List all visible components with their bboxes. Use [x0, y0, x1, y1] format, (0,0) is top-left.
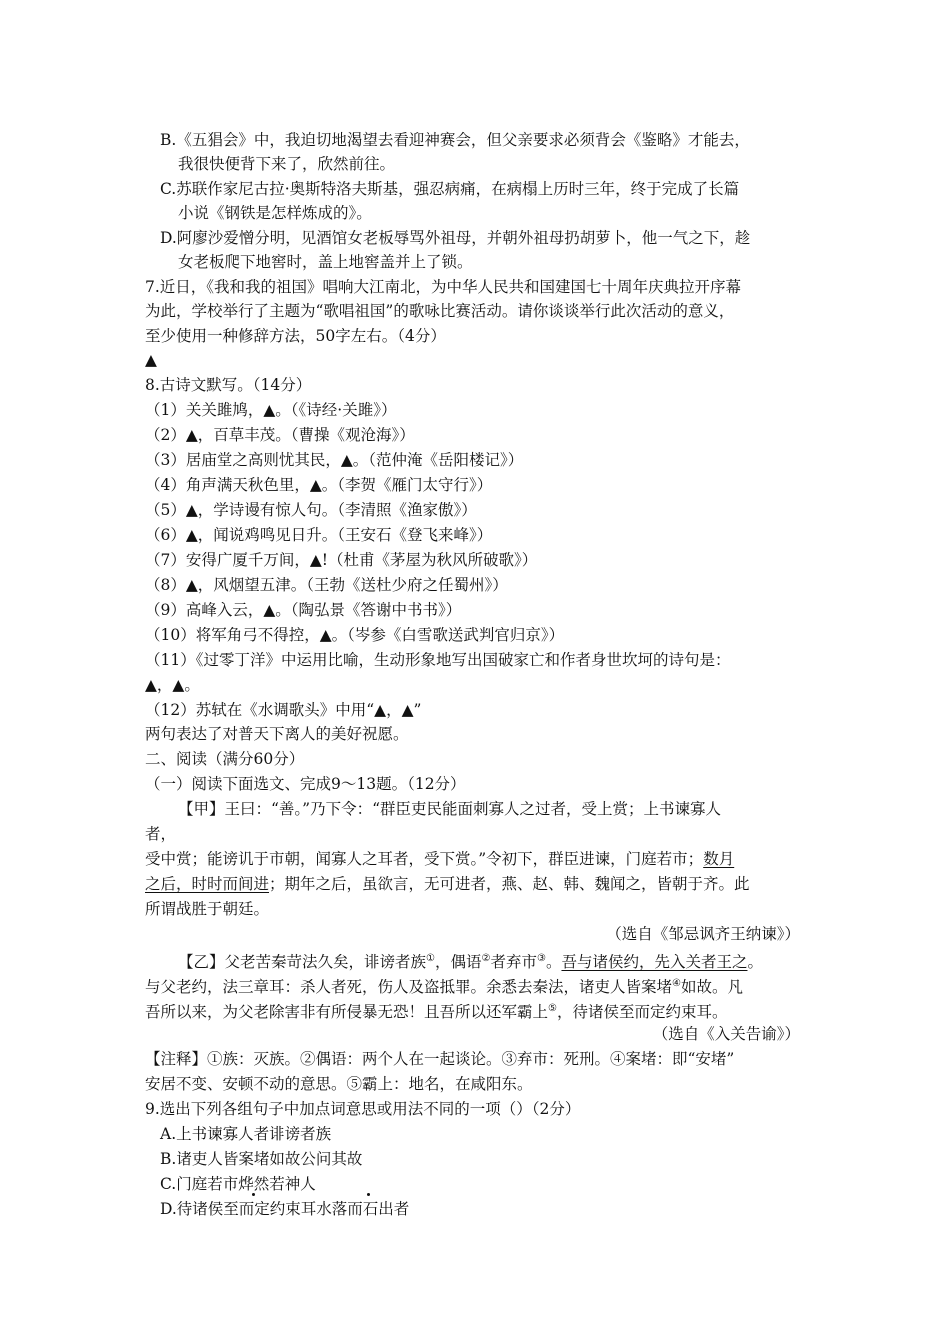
note-ref-2: ②	[481, 953, 491, 964]
emphasis-dot	[367, 1193, 370, 1196]
emphasis-dot	[252, 1193, 255, 1196]
q9-option-c: C.门庭若市烨然若神人	[160, 1175, 316, 1193]
yi-line1-a: 【乙】父老苦秦苛法久矣，诽谤者族	[178, 953, 427, 972]
q6-option-b-line2: 我很快便背下来了，欣然前往。	[178, 155, 396, 173]
jia-line2: 者，	[145, 825, 177, 843]
q6-option-b-line1: B.《五猖会》中，我迫切地渴望去看迎神赛会，但父亲要求必须背会《鉴略》才能去，	[160, 131, 750, 149]
yi-line1	[178, 947, 763, 974]
jia-line3	[145, 847, 734, 871]
q8-item-11-answer: ▲，▲。	[145, 676, 200, 694]
q6-option-c-line1: C.苏联作家尼古拉·奥斯特洛夫斯基，强忍病痛，在病榻上历时三年，终于完成了长篇	[160, 180, 740, 198]
q8-item-10: （10）将军角弓不得控，▲。（岑参《白雪歌送武判官归京》）	[145, 626, 565, 644]
jia-line3-text: 受中赏；能谤讥于市朝，闻寡人之耳者，受下赏。”令初下，群臣进谏，门庭若市；	[145, 850, 704, 868]
note-ref-1: ①	[426, 953, 435, 964]
jia-line1: 【甲】王曰：“善。”乃下令：“群臣吏民能面刺寡人之过者，受上赏；上书谏寡人	[178, 800, 722, 818]
q8-item-2: （2）▲，百草丰茂。（曹操《观沧海》）	[145, 426, 415, 444]
q9-option-d: D.待诸侯至而定约束耳水落而石出者	[160, 1200, 410, 1218]
q8-item-12: （12）苏轼在《水调歌头》中用“▲，▲”	[145, 701, 422, 719]
q8-item-8: （8）▲，风烟望五津。（王勃《送杜少府之任蜀州》）	[145, 576, 508, 594]
q9-option-b: B.诸吏人皆案堵如故公问其故	[160, 1150, 363, 1168]
q8-item-12-cont: 两句表达了对普天下离人的美好祝愿。	[145, 725, 409, 743]
jia-underlined-part1: 数月	[703, 850, 735, 868]
jia-underlined-part2: 之后，时时而间进	[145, 875, 270, 893]
q8-item-3: （3）居庙堂之高则忧其民，▲。（范仲淹《岳阳楼记》）	[145, 451, 524, 469]
note-ref-3: ③	[536, 953, 546, 964]
yi-line3-b: ，待诸侯至而定约束耳。	[556, 1003, 728, 1022]
yi-line1-b: ，偶语	[434, 953, 482, 972]
q8-item-6: （6）▲，闻说鸡鸣见日升。（王安石《登飞来峰》）	[145, 526, 493, 544]
jia-source: （选自《邹忌讽齐王纳谏》）	[606, 925, 800, 943]
yi-line2	[145, 972, 743, 999]
notes-line2: 安居不变、安顿不动的意思。⑤霸上：地名，在咸阳东。	[145, 1075, 533, 1093]
yi-line3-a: 吾所以来，为父老除害非有所侵暴无恐！且吾所以还军霸上	[145, 1003, 549, 1022]
yi-underlined-sentence: 吾与诸侯约，先入关者王之	[561, 953, 748, 972]
q7-line3: 至少使用一种修辞方法，50字左右。（4分）	[145, 327, 446, 345]
q7-line1: 7.近日，《我和我的祖国》唱响大江南北，为中华人民共和国建国七十周年庆典拉开序幕	[145, 278, 742, 296]
yi-line3	[145, 997, 728, 1024]
yi-source: （选自《入关告谕》）	[652, 1025, 800, 1043]
q9-title: 9.选出下列各组句子中加点词意思或用法不同的一项（）（2分）	[145, 1100, 581, 1118]
yi-line1-e: 。	[747, 953, 763, 972]
q8-item-7: （7）安得广厦千万间，▲!（杜甫《茅屋为秋风所破歌》）	[145, 551, 538, 569]
yi-line2-b: 如故。凡	[680, 978, 743, 997]
note-ref-4: ④	[672, 978, 681, 989]
jia-line4-text: ；期年之后，虽欲言，无可进者，燕、赵、韩、魏闻之，皆朝于齐。此	[269, 875, 750, 893]
q8-item-1: （1）关关雎鸠，▲。（《诗经·关雎》）	[145, 401, 397, 419]
q6-option-c-line2: 小说《钢铁是怎样炼成的》。	[178, 204, 372, 222]
q8-item-9: （9）高峰入云，▲。（陶弘景《答谢中书书》）	[145, 601, 462, 619]
yi-line1-c: 者弃市	[490, 953, 537, 972]
q6-option-d-line1: D.阿廖沙爱憎分明，见酒馆女老板辱骂外祖母，并朝外祖母扔胡萝卜，他一气之下，趁	[160, 229, 751, 247]
section-2-title: 二、阅读（满分60分）	[145, 750, 305, 768]
section-2-sub1: （一）阅读下面选文、完成9～13题。（12分）	[145, 775, 466, 793]
note-ref-5: ⑤	[548, 1003, 557, 1014]
jia-line4	[145, 872, 750, 896]
q8-item-4: （4）角声满天秋色里，▲。（李贺《雁门太守行》）	[145, 476, 493, 494]
q9-option-a: A.上书谏寡人者诽谤者族	[160, 1125, 332, 1143]
jia-line5: 所谓战胜于朝廷。	[145, 900, 270, 918]
yi-line1-d: 。	[545, 953, 562, 972]
q6-option-d-line2: 女老板爬下地窖时，盖上地窖盖并上了锁。	[178, 253, 473, 271]
q8-item-11: （11）《过零丁洋》中运用比喻，生动形象地写出国破家亡和作者身世坎坷的诗句是：	[145, 651, 731, 669]
notes-line1: 【注释】①族：灭族。②偶语：两个人在一起谈论。③弃市：死刑。④案堵：即“安堵”	[145, 1050, 735, 1068]
q8-item-5: （5）▲，学诗谩有惊人句。（李清照《渔家傲》）	[145, 501, 477, 519]
yi-line2-a: 与父老约，法三章耳：杀人者死，伤人及盗抵罪。余悉去秦法，诸吏人皆案堵	[145, 978, 673, 997]
q8-title: 8.古诗文默写。（14分）	[145, 376, 312, 394]
q7-answer-mark: ▲	[145, 350, 157, 369]
q7-line2: 为此，学校举行了主题为“歌唱祖国”的歌咏比赛活动。请你谈谈举行此次活动的意义，	[145, 302, 735, 320]
